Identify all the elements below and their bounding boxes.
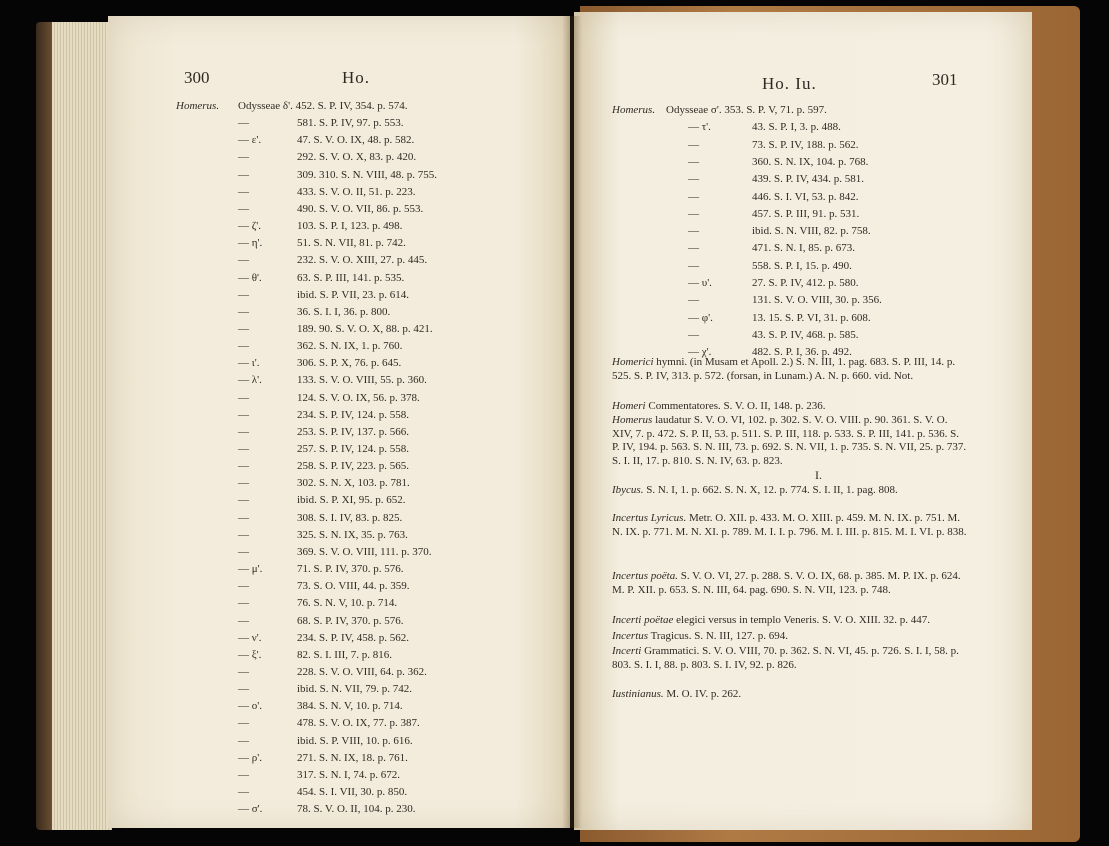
entry-head-wrap (612, 104, 655, 117)
paragraph-heading: Incertus (612, 630, 649, 642)
entry-dash-marker: — (238, 288, 249, 301)
entry-dash-marker: — θ'. (238, 271, 262, 284)
index-entry-line: 433. S. V. O. II, 51. p. 223. (297, 185, 416, 198)
entry-dash-marker: — η'. (238, 237, 263, 250)
index-entry-line: 362. S. N. IX, 1. p. 760. (297, 340, 403, 353)
entry-dash-marker: — (238, 683, 249, 696)
index-entry-line: 253. S. P. IV, 137. p. 566. (297, 425, 409, 438)
paragraph-text: Metr. O. XII. p. 433. M. O. XIII. p. 459. M. N. IX. p. 751. M. N. IX. p. 771. M. N. XI. p. 789. M. I. I. p. 796. M. I. III. p. 815. M. I. VI. p. 838. (612, 512, 967, 538)
entry-dash-marker: — (688, 173, 699, 186)
index-entry-line: 258. S. P. IV, 223. p. 565. (297, 460, 409, 473)
index-entry-line: 68. S. P. IV, 370. p. 576. (297, 614, 404, 627)
section-letter: I. (815, 468, 822, 482)
index-entry-line: 325. S. N. IX, 35. p. 763. (297, 528, 408, 541)
paragraph-heading: Incerti poëtae (612, 614, 674, 626)
entry-dash-marker: — (238, 168, 249, 181)
entry-dash-marker: — (238, 460, 249, 473)
entry-dash-marker: — ι'. (238, 357, 260, 370)
entry-dash-marker: — (238, 340, 249, 353)
entry-dash-marker: — (238, 734, 249, 747)
index-entry-line: 36. S. I. I, 36. p. 800. (297, 305, 391, 318)
entry-dash-marker: — (238, 768, 249, 781)
entry-dash-marker: — (238, 494, 249, 507)
entry-dash-marker: — (238, 665, 249, 678)
page-edges (52, 22, 112, 830)
index-paragraph (612, 688, 968, 702)
paragraph-text: elegici versus in templo Veneris. S. V. O. XIII. 32. p. 447. (673, 614, 931, 626)
entry-dash-marker: — (238, 511, 249, 524)
index-entry-line: 124. S. V. O. IX, 56. p. 378. (297, 391, 420, 404)
index-entry-line: 309. 310. S. N. VIII, 48. p. 755. (297, 168, 438, 181)
index-entry-line: 73. S. P. IV, 188. p. 562. (752, 138, 859, 151)
paragraph-text: Commentatores. S. V. O. II, 148. p. 236. (645, 400, 826, 412)
entry-dash-marker: — (688, 259, 699, 272)
paragraph-heading: Incerti (612, 645, 642, 657)
index-paragraph (612, 400, 968, 414)
left-running-head: Ho. (342, 68, 371, 87)
entry-dash-marker: — χ'. (688, 346, 712, 359)
paragraph-heading: Homerus (612, 414, 653, 426)
index-paragraph (612, 512, 968, 539)
entry-dash-marker: — (688, 225, 699, 238)
index-entry-line: 27. S. P. IV, 412. p. 580. (752, 277, 859, 289)
entry-dash-marker: — (688, 294, 699, 307)
index-entry-line: 454. S. I. VII, 30. p. 850. (297, 786, 408, 798)
entry-heading: Homerus. (176, 100, 220, 112)
index-entry-line: 490. S. V. O. VII, 86. p. 553. (297, 202, 424, 215)
index-entry-line: 317. S. N. I, 74. p. 672. (297, 768, 400, 781)
entry-dash-marker: — τ'. (688, 121, 711, 134)
index-entry-line: 82. S. I. III, 7. p. 816. (297, 648, 393, 661)
index-entry-line: 257. S. P. IV, 124. p. 558. (297, 443, 409, 455)
entry-dash-marker: — ν'. (238, 631, 262, 644)
entry-dash-marker: — (688, 328, 699, 341)
entry-dash-marker: — (238, 254, 249, 267)
index-entry-line: 228. S. V. O. VIII, 64. p. 362. (297, 665, 427, 678)
index-entry-line: 581. S. P. IV, 97. p. 553. (297, 117, 404, 130)
paragraph-text: Grammatici. S. V. O. VIII, 70. p. 362. S. N. VI, 45. p. 726. S. I. I, 58. p. 803. S. I. I, 88. p. 803. S. I. IV, 92. p. 826. (612, 645, 959, 671)
index-entry-line: Odysseae σ'. 353. S. P. V, 71. p. 597. (666, 104, 827, 116)
index-entry-line: 446. S. I. VI, 53. p. 842. (752, 190, 859, 203)
index-paragraph (612, 630, 968, 644)
entry-dash-marker: — υ'. (688, 277, 712, 289)
entry-dash-marker: — φ'. (688, 311, 713, 324)
entry-dash-marker: — (238, 717, 249, 730)
entry-dash-marker: — ξ'. (238, 648, 262, 661)
paragraph-text: S. V. O. VI, 27. p. 288. S. V. O. IX, 68. p. 385. M. P. IX. p. 624. M. P. XII. p. 653. S. N. III, 64. pag. 690. S. N. VII, 123. p. 748. (612, 570, 961, 596)
entry-dash-marker: — (238, 597, 249, 610)
index-entry-line: 234. S. P. IV, 124. p. 558. (297, 408, 409, 421)
entry-dash-marker: — (238, 151, 249, 164)
index-paragraph (612, 614, 968, 628)
index-entry-line: 306. S. P. X, 76. p. 645. (297, 357, 402, 370)
paragraph-heading: Incertus Lyricus. (612, 512, 687, 524)
index-paragraph (612, 645, 968, 672)
index-entry-line: ibid. S. P. VIII, 10. p. 616. (297, 734, 413, 747)
index-entry-line: Odysseae δ'. 452. S. P. IV, 354. p. 574. (238, 100, 408, 112)
entry-dash-marker: — (238, 408, 249, 421)
index-entry-line: 234. S. P. IV, 458. p. 562. (297, 631, 409, 644)
index-entry-line: 360. S. N. IX, 104. p. 768. (752, 155, 869, 168)
paragraph-heading: Homeri (612, 400, 646, 412)
index-entry-line: ibid. S. P. XI, 95. p. 652. (297, 494, 406, 507)
entry-dash-marker: — (688, 190, 699, 203)
index-paragraph (612, 570, 968, 597)
index-entry-line: 482. S. P. I, 36. p. 492. (752, 346, 852, 359)
entry-dash-marker: — ε'. (238, 134, 262, 147)
index-entry-line: 78. S. V. O. II, 104. p. 230. (297, 803, 416, 816)
index-entry-line: ibid. S. N. VIII, 82. p. 758. (752, 225, 871, 238)
entry-dash-marker: — ζ'. (238, 220, 262, 233)
paragraph-text: Tragicus. S. N. III, 127. p. 694. (648, 630, 788, 642)
paragraph-text: laudatur S. V. O. VI, 102. p. 302. S. V. O. VIII. p. 90. 361. S. V. O. XIV, 7. p. 472. S. P. II, 53. p. 511. S. P. III, 118. p. 533. S. P. III, 141. p. 536. S. P. IV, 194. p. 563. S. N. III, 73. p. 692. S. N. VII, 1. p. 735. S. N. VII, 25. p. 737. S. I. II, 17. p. 810. S. N. IV, 63. p. 823. (612, 414, 967, 467)
index-entry-line: 232. S. V. O. XIII, 27. p. 445. (297, 254, 428, 267)
paragraph-text: M. O. IV. p. 262. (663, 688, 742, 700)
entry-heading: Homerus. (612, 104, 656, 116)
index-entry-line: ibid. S. P. VII, 23. p. 614. (297, 288, 409, 301)
index-entry-line: 51. S. N. VII, 81. p. 742. (297, 237, 406, 250)
paragraph-heading: Homerici (612, 356, 654, 368)
paragraph-text: hymni. (in Musam et Apoll. 2.) S. N. III, 1. pag. 683. S. P. III, 14. p. 525. S. P. IV, 313. p. 572. (forsan, in Lunam.) A. N. p. 660. vid. Not. (612, 356, 956, 382)
index-entry-line: 73. S. O. VIII, 44. p. 359. (297, 580, 410, 593)
index-entry-line: 308. S. I. IV, 83. p. 825. (297, 511, 403, 524)
index-paragraph (612, 414, 968, 468)
entry-dash-marker: — (688, 138, 699, 151)
entry-dash-marker: — (238, 202, 249, 215)
entry-dash-marker: — σ'. (238, 803, 263, 816)
index-paragraph (612, 356, 968, 383)
entry-dash-marker: — (688, 207, 699, 220)
entry-dash-marker: — (238, 185, 249, 198)
index-entry-line: 63. S. P. III, 141. p. 535. (297, 271, 405, 284)
index-entry-line: 439. S. P. IV, 434. p. 581. (752, 173, 864, 186)
index-entry-line: 384. S. N. V, 10. p. 714. (297, 700, 403, 713)
index-entry-line: 43. S. P. IV, 468. p. 585. (752, 328, 859, 341)
entry-dash-marker: — μ'. (238, 563, 263, 576)
index-entry-line: 189. 90. S. V. O. X, 88. p. 421. (297, 322, 433, 335)
index-entry-line: 103. S. P. I, 123. p. 498. (297, 220, 403, 233)
entry-dash-marker: — (238, 528, 249, 541)
entry-dash-marker: — (688, 242, 699, 255)
index-entry-line: 302. S. N. X, 103. p. 781. (297, 477, 410, 490)
index-entry-line: 43. S. P. I, 3. p. 488. (752, 121, 841, 134)
index-paragraph (612, 484, 968, 498)
index-entry-line: 457. S. P. III, 91. p. 531. (752, 207, 860, 220)
entry-dash-marker: — (238, 391, 249, 404)
entry-dash-marker: — (238, 614, 249, 627)
right-running-head: Ho. Iu. (762, 74, 817, 93)
entry-dash-marker: — ρ'. (238, 751, 262, 764)
index-entry-line: 292. S. V. O. X, 83. p. 420. (297, 151, 417, 164)
paragraph-heading: Ibycus. (612, 484, 644, 496)
index-entry-line: 13. 15. S. P. VI, 31. p. 608. (752, 311, 871, 324)
index-entry-line: 271. S. N. IX, 18. p. 761. (297, 751, 408, 764)
index-entry-line: 558. S. P. I, 15. p. 490. (752, 259, 852, 272)
entry-dash-marker: — λ'. (238, 374, 262, 387)
entry-dash-marker: — (238, 117, 249, 130)
left-page-number: 300 (184, 68, 210, 87)
index-entry-line: 76. S. N. V, 10. p. 714. (297, 597, 398, 610)
entry-dash-marker: — (238, 443, 249, 455)
entry-head-wrap (176, 100, 219, 113)
right-page-number: 301 (932, 70, 958, 89)
index-entry-line: ibid. S. N. VII, 79. p. 742. (297, 683, 412, 696)
index-entry-line: 369. S. V. O. VIII, 111. p. 370. (297, 545, 432, 558)
index-entry-line: 71. S. P. IV, 370. p. 576. (297, 563, 404, 576)
entry-dash-marker: — (238, 786, 249, 798)
book-gutter (562, 16, 582, 828)
entry-dash-marker: — (238, 322, 249, 335)
index-entry-line: 47. S. V. O. IX, 48. p. 582. (297, 134, 415, 147)
index-entry-line: 131. S. V. O. VIII, 30. p. 356. (752, 294, 882, 307)
entry-dash-marker: — (238, 580, 249, 593)
paragraph-heading: Iustinianus. (612, 688, 664, 700)
index-entry-line: 133. S. V. O. VIII, 55. p. 360. (297, 374, 427, 387)
index-entry-line: 471. S. N. I, 85. p. 673. (752, 242, 855, 255)
entry-dash-marker: — (688, 155, 699, 168)
entry-dash-marker: — (238, 477, 249, 490)
paragraph-text: S. N. I, 1. p. 662. S. N. X, 12. p. 774. S. I. II, 1. pag. 808. (643, 484, 898, 496)
paragraph-heading: Incertus poëta. (612, 570, 678, 582)
entry-dash-marker: — (238, 425, 249, 438)
index-entry-line: 478. S. V. O. IX, 77. p. 387. (297, 717, 420, 730)
entry-dash-marker: — (238, 305, 249, 318)
entry-dash-marker: — (238, 545, 249, 558)
entry-dash-marker: — ο'. (238, 700, 262, 713)
